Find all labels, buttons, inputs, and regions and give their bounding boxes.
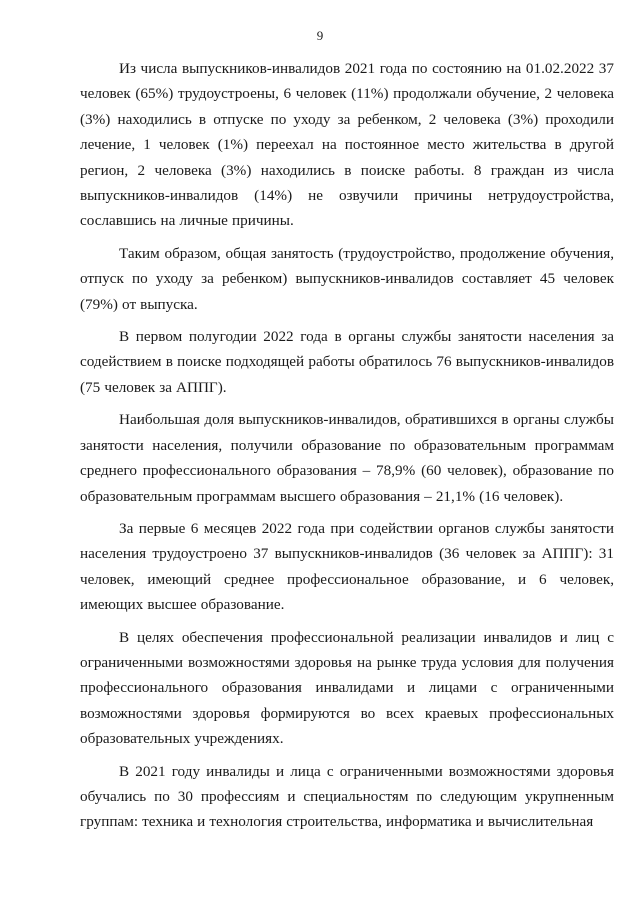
paragraph-professions-2021: В 2021 году инвалиды и лица с ограниченными возможностями здоровья обучались по 30 профессиям и специальностям по следующим укрупненным группам: техника и технология строительства, информатика и вычислительная (80, 762, 614, 831)
paragraph-education-level-share: Наибольшая доля выпускников-инвалидов, обратившихся в органы службы занятости населения, получили образование по образовательным программам среднего профессионального образования – 78,9% (60 человек), образование по образовательным программам высшего образования – 21,1% (16 человек). (80, 411, 614, 505)
page-number: 9 (316, 28, 324, 43)
document-body (80, 56, 614, 842)
paragraph-employed-first-half: За первые 6 месяцев 2022 года при содействии органов службы занятости населения трудоустроено 37 выпускников-инвалидов (36 человек за АППГ): 31 человек, имеющий среднее профессиональное образование, и 6 человек, имеющих высшее образование. (80, 519, 614, 614)
paragraph-total-employment: Таким образом, общая занятость (трудоустройство, продолжение обучения, отпуск по уходу за ребенком) выпускников-инвалидов составляет 45 человек (79%) от выпуска. (80, 244, 614, 313)
paragraph-graduates-employment-status: Из числа выпускников-инвалидов 2021 года по состоянию на 01.02.2022 37 человек (65%) трудоустроены, 6 человек (11%) продолжали обучение, 2 человека (3%) находились в отпуске по уходу за ребенком, 2 человека (3%) проходили лечение, 1 человек (1%) переехал на постоянное место жительства в другой регион, 2 человека (3%) находились в поиске работы. 8 граждан из числа выпускников-инвалидов (14%) не озвучили причины нетрудоустройства, сославшись на личные причины. (80, 60, 614, 230)
paragraph-education-conditions: В целях обеспечения профессиональной реализации инвалидов и лиц с ограниченными возможностями здоровья на рынке труда условия для получения профессионального образования инвалидами и лицами с ограниченными возможностями здоровья формируются во всех краевых профессиональных образовательных учреждениях. (80, 628, 614, 748)
paragraph-employment-service-requests: В первом полугодии 2022 года в органы службы занятости населения за содействием в поиске подходящей работы обратилось 76 выпускников-инвалидов (75 человек за АППГ). (80, 328, 614, 396)
